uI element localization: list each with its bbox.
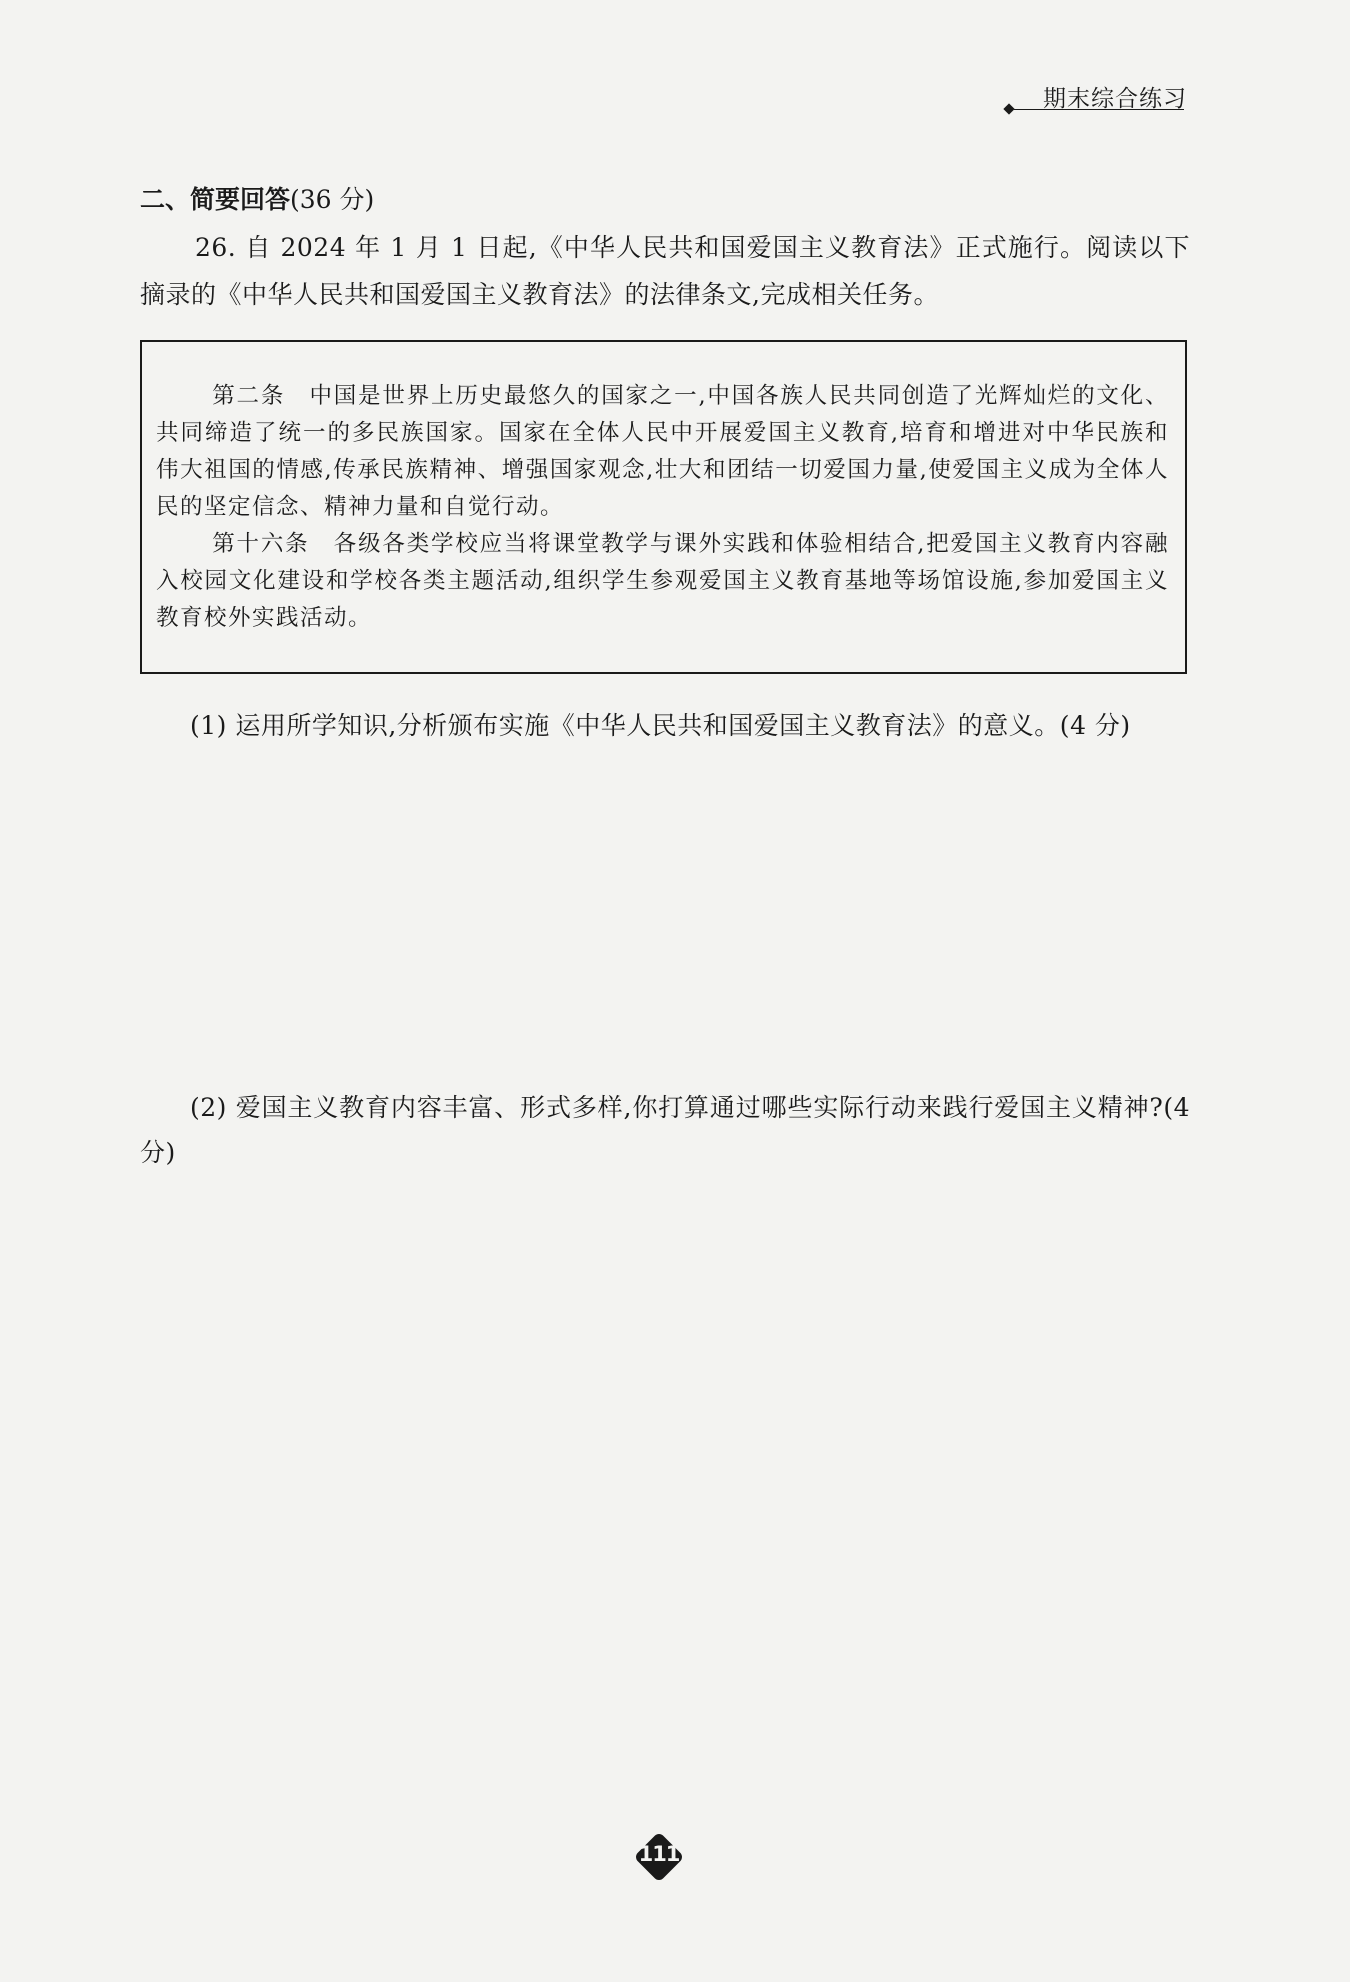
sub-question-1: (1) 运用所学知识,分析颁布实施《中华人民共和国爱国主义教育法》的意义。(4 分) <box>190 711 1131 740</box>
law-excerpt-box <box>140 340 1187 674</box>
law-article-2: 第二条 中国是世界上历史最悠久的国家之一,中国各族人民共同创造了光辉灿烂的文化、共同缔造了统一的多民族国家。国家在全体人民中开展爱国主义教育,培育和增进对中华民族和伟大祖国的情感,传承民族精神、增强国家观念,壮大和团结一切爱国力量,使爱国主义成为全体人民的坚定信念、精神力量和自觉行动。 <box>156 383 1169 520</box>
law-article-16: 第十六条 各级各类学校应当将课堂教学与课外实践和体验相结合,把爱国主义教育内容融入校园文化建设和学校各类主题活动,组织学生参观爱国主义教育基地等场馆设施,参加爱国主义教育校外实践活动。 <box>156 531 1169 631</box>
question-intro: 26. 自 2024 年 1 月 1 日起,《中华人民共和国爱国主义教育法》正式施行。阅读以下摘录的《中华人民共和国爱国主义教育法》的法律条文,完成相关任务。 <box>140 233 1190 309</box>
running-header <box>1005 82 1185 116</box>
page-number-badge <box>634 1832 684 1882</box>
sub-question-2: (2) 爱国主义教育内容丰富、形式多样,你打算通过哪些实际行动来践行爱国主义精神?(4 分) <box>140 1093 1190 1167</box>
law-excerpt-text <box>156 378 1169 637</box>
section-title <box>140 180 374 216</box>
diamond-bullet-icon <box>1003 103 1014 114</box>
section-title-label: 二、简要回答 <box>140 185 291 214</box>
page-number: 111 <box>638 1842 680 1866</box>
running-header-title: 期末综合练习 <box>1043 86 1187 112</box>
section-title-score: (36 分) <box>290 185 375 214</box>
